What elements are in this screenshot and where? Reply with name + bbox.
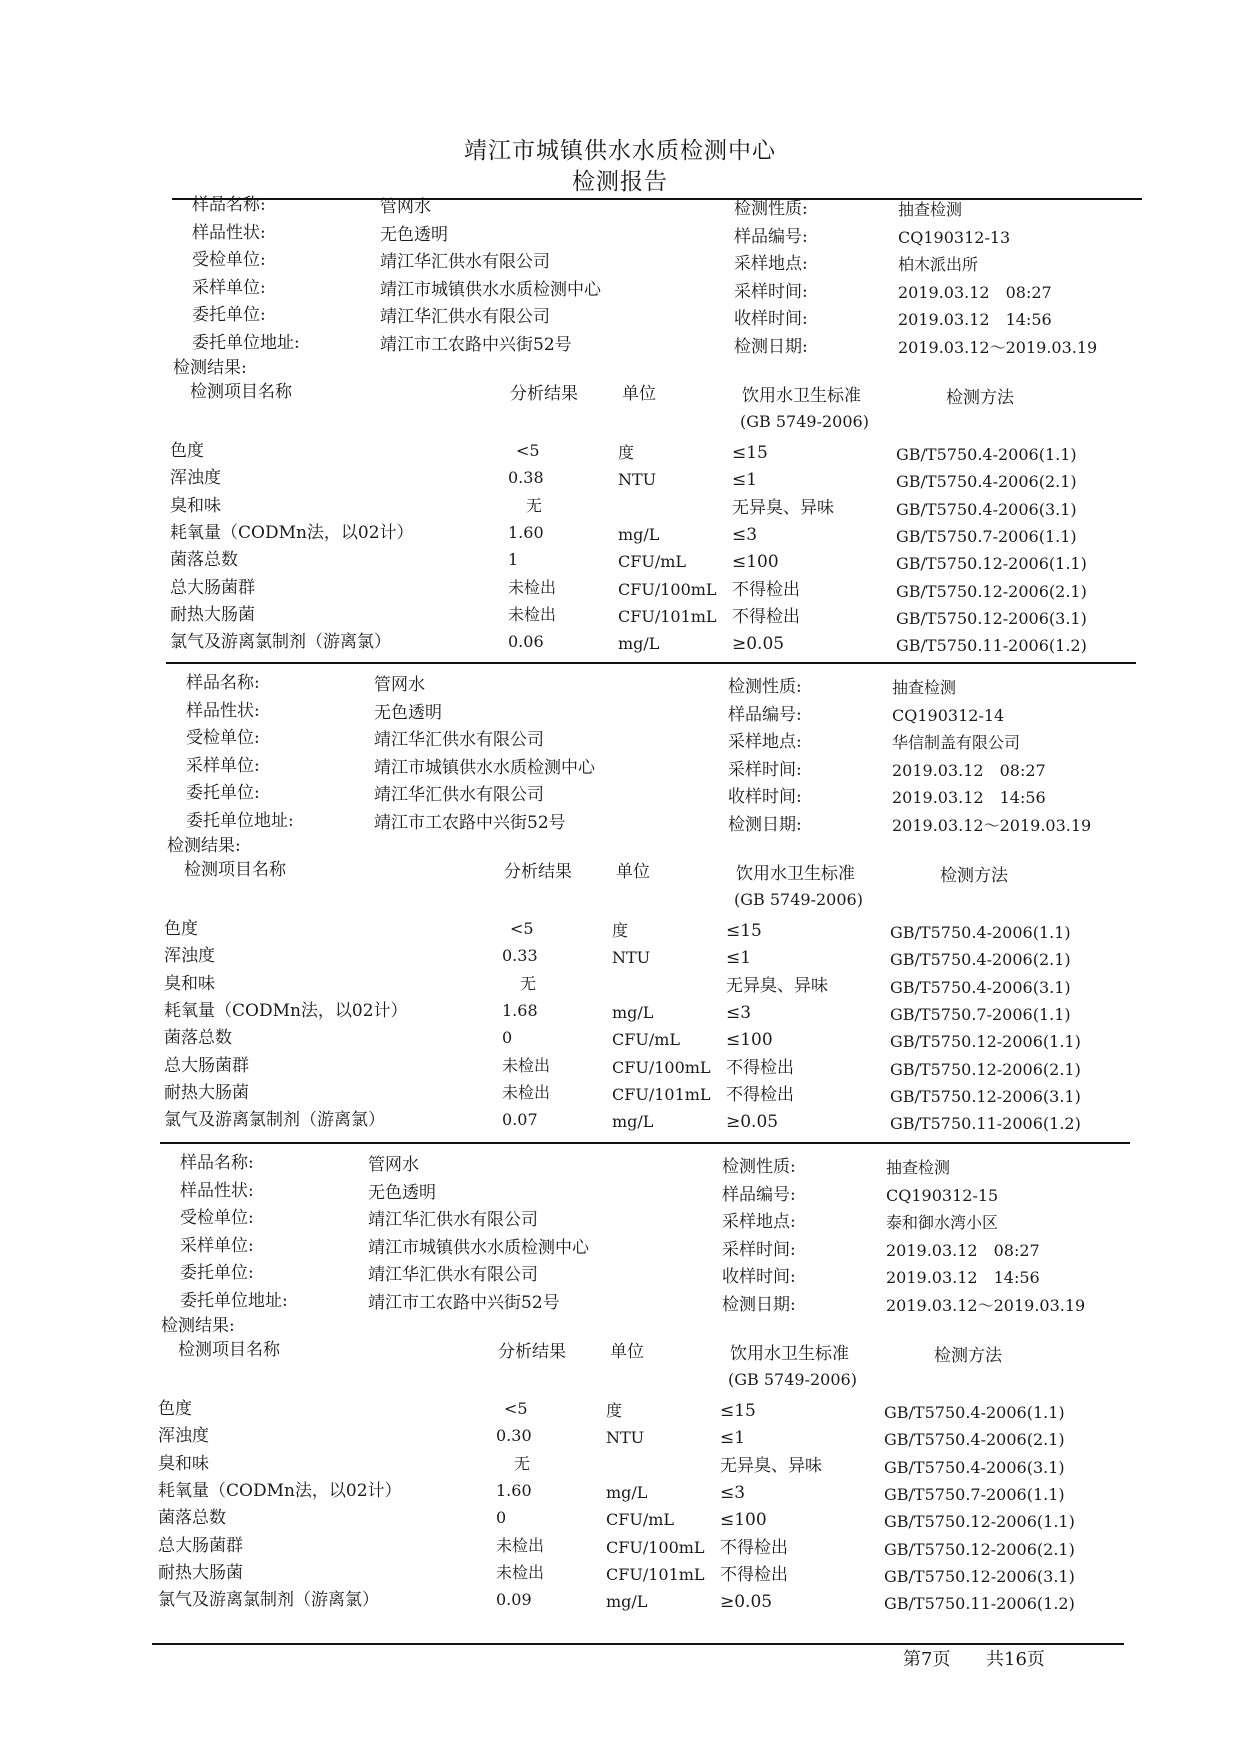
client-address-label: 委托单位地址: (180, 1291, 288, 1311)
section-rule (172, 198, 1142, 200)
standard-value: 无异臭、异味 (732, 497, 834, 518)
sampling-time-value: 2019.03.12 08:27 (898, 282, 1052, 302)
sampling-site-label: 采样地点: (722, 1212, 796, 1233)
item-name: 耐热大肠菌 (158, 1562, 243, 1583)
col-standard-header: 饮用水卫生标准 (742, 386, 861, 406)
col-standard-header: 饮用水卫生标准 (736, 864, 855, 884)
standard-value: 无异臭、异味 (720, 1455, 822, 1476)
test-nature-value: 抽查检测 (886, 1158, 951, 1177)
result-value: 未检出 (496, 1535, 545, 1555)
item-name: 总大肠菌群 (164, 1055, 249, 1076)
method-value: GB/T5750.11-2006(1.2) (896, 636, 1087, 656)
result-value: 0.30 (496, 1426, 532, 1446)
receive-time-label: 收样时间: (722, 1267, 796, 1288)
col-method-header: 检测方法 (934, 1346, 1002, 1366)
sampling-time-value: 2019.03.12 08:27 (892, 760, 1046, 780)
method-value: GB/T5750.12-2006(3.1) (896, 608, 1087, 628)
result-value: 未检出 (502, 1082, 551, 1102)
client-address-value: 靖江市工农路中兴街52号 (374, 813, 566, 833)
sample-no-value: CQ190312-14 (892, 705, 1005, 725)
method-value: GB/T5750.4-2006(1.1) (890, 923, 1071, 942)
result-value: 未检出 (502, 1055, 551, 1075)
standard-value: ≥0.05 (720, 1592, 773, 1613)
client-address-label: 委托单位地址: (186, 811, 294, 831)
sampling-time-label: 采样时间: (734, 281, 808, 302)
method-value: GB/T5750.4-2006(2.1) (884, 1430, 1065, 1450)
unit-value: CFU/mL (606, 1510, 675, 1530)
item-name: 总大肠菌群 (170, 577, 255, 598)
method-value: GB/T5750.7-2006(1.1) (896, 526, 1077, 546)
page-number: 第7页 (903, 1649, 951, 1670)
result-value: 0.09 (496, 1590, 532, 1610)
sample-name-label: 样品名称: (192, 195, 266, 215)
result-value: 1.68 (502, 1000, 538, 1020)
inspected-unit-value: 靖江华汇供水有限公司 (368, 1210, 538, 1231)
item-name: 耐热大肠菌 (170, 604, 255, 625)
sample-name-value: 管网水 (380, 197, 431, 217)
sample-no-value: CQ190312-15 (886, 1185, 999, 1205)
result-value: 0.06 (508, 632, 544, 652)
standard-value: 不得检出 (720, 1564, 788, 1585)
result-value: 1.60 (508, 522, 544, 542)
standard-value: ≤1 (726, 948, 752, 969)
unit-value: 度 (606, 1401, 623, 1420)
result-value: 1 (508, 550, 519, 570)
col-result-header: 分析结果 (510, 384, 578, 404)
unit-value: mg/L (606, 1482, 648, 1502)
method-value: GB/T5750.12-2006(1.1) (896, 554, 1087, 574)
col-item-header: 检测项目名称 (184, 860, 286, 880)
test-date-value: 2019.03.12～2019.03.19 (898, 338, 1098, 357)
col-unit-header: 单位 (616, 862, 650, 882)
standard-value: 不得检出 (720, 1537, 788, 1558)
sampling-time-label: 采样时间: (728, 759, 802, 780)
method-value: GB/T5750.4-2006(3.1) (890, 977, 1071, 997)
method-value: GB/T5750.12-2006(2.1) (890, 1059, 1081, 1079)
standard-value: ≤3 (720, 1482, 746, 1503)
standard-value: ≤3 (732, 524, 758, 545)
item-name: 色度 (158, 1399, 192, 1419)
method-value: GB/T5750.11-2006(1.2) (890, 1114, 1081, 1134)
result-value: 0 (496, 1508, 507, 1528)
result-value: 0 (502, 1028, 513, 1048)
sampling-site-label: 采样地点: (734, 254, 808, 275)
method-value: GB/T5750.12-2006(2.1) (884, 1539, 1075, 1559)
test-date-value: 2019.03.12～2019.03.19 (886, 1296, 1086, 1315)
unit-value: CFU/100mL (612, 1057, 711, 1077)
client-unit-value: 靖江华汇供水有限公司 (380, 307, 550, 328)
test-date-value: 2019.03.12～2019.03.19 (892, 816, 1092, 835)
item-name: 氯气及游离氯制剂（游离氯） (158, 1590, 379, 1611)
standard-value: 不得检出 (726, 1057, 794, 1078)
unit-value: mg/L (618, 634, 660, 654)
item-name: 菌落总数 (158, 1508, 226, 1529)
method-value: GB/T5750.4-2006(3.1) (896, 499, 1077, 519)
sampling-time-label: 采样时间: (722, 1239, 796, 1260)
standard-value: 不得检出 (726, 1084, 794, 1105)
standard-value: ≤100 (720, 1510, 767, 1531)
unit-value: mg/L (612, 1112, 654, 1132)
sample-no-label: 样品编号: (734, 226, 808, 247)
result-value: 无 (514, 1453, 531, 1473)
sample-state-label: 样品性状: (186, 700, 260, 721)
item-name: 耐热大肠菌 (164, 1082, 249, 1103)
result-value: 0.07 (502, 1110, 538, 1130)
item-name: 总大肠菌群 (158, 1535, 243, 1556)
standard-value: 不得检出 (732, 579, 800, 600)
method-value: GB/T5750.7-2006(1.1) (890, 1004, 1071, 1024)
method-value: GB/T5750.11-2006(1.2) (884, 1594, 1075, 1614)
receive-time-label: 收样时间: (734, 309, 808, 330)
item-name: 浑浊度 (158, 1426, 209, 1447)
sampling-time-value: 2019.03.12 08:27 (886, 1240, 1040, 1260)
item-name: 臭和味 (158, 1453, 209, 1474)
method-value: GB/T5750.4-2006(3.1) (884, 1457, 1065, 1477)
result-value: 未检出 (508, 577, 557, 597)
col-method-header: 检测方法 (940, 866, 1008, 886)
standard-value: ≤15 (726, 921, 762, 941)
sample-state-value: 无色透明 (380, 224, 448, 245)
standard-value: ≤1 (720, 1428, 746, 1449)
item-name: 耗氧量（CODMn法，以02计） (158, 1480, 402, 1501)
result-value: 无 (520, 973, 537, 993)
standard-value: ≤100 (732, 552, 779, 573)
result-value: <5 (516, 441, 540, 460)
results-label: 检测结果: (167, 836, 241, 856)
col-standard-ref: (GB 5749-2006) (740, 412, 869, 431)
client-unit-label: 委托单位: (180, 1263, 254, 1284)
col-standard-ref: (GB 5749-2006) (728, 1370, 857, 1389)
unit-value: CFU/mL (612, 1030, 681, 1050)
item-name: 臭和味 (170, 495, 221, 516)
method-value: GB/T5750.12-2006(2.1) (896, 581, 1087, 601)
sample-name-value: 管网水 (374, 675, 425, 695)
result-value: 1.60 (496, 1480, 532, 1500)
col-item-header: 检测项目名称 (190, 382, 292, 402)
standard-value: ≤15 (720, 1401, 756, 1421)
inspected-unit-value: 靖江华汇供水有限公司 (374, 730, 544, 751)
sample-no-label: 样品编号: (728, 704, 802, 725)
test-nature-label: 检测性质: (728, 677, 802, 697)
client-address-value: 靖江市工农路中兴街52号 (368, 1293, 560, 1313)
unit-value: CFU/100mL (618, 579, 717, 599)
item-name: 菌落总数 (164, 1028, 232, 1049)
page-total: 共16页 (986, 1649, 1045, 1670)
item-name: 耗氧量（CODMn法，以02计） (170, 522, 414, 543)
method-value: GB/T5750.12-2006(1.1) (884, 1512, 1075, 1532)
standard-value: 无异臭、异味 (726, 975, 828, 996)
col-unit-header: 单位 (610, 1342, 644, 1362)
inspected-unit-label: 受检单位: (180, 1208, 254, 1229)
standard-value: 不得检出 (732, 606, 800, 627)
sample-state-label: 样品性状: (192, 222, 266, 243)
unit-value: NTU (606, 1428, 645, 1448)
receive-time-value: 2019.03.12 14:56 (892, 788, 1046, 808)
sampling-unit-value: 靖江市城镇供水水质检测中心 (374, 757, 595, 778)
sampling-unit-label: 采样单位: (192, 277, 266, 298)
col-standard-ref: (GB 5749-2006) (734, 890, 863, 909)
result-value: 无 (526, 495, 543, 515)
client-unit-label: 委托单位: (192, 305, 266, 326)
method-value: GB/T5750.4-2006(2.1) (890, 950, 1071, 970)
receive-time-label: 收样时间: (728, 787, 802, 808)
item-name: 色度 (170, 441, 204, 461)
unit-value: NTU (618, 470, 657, 490)
footer-rule (152, 1643, 1124, 1645)
method-value: GB/T5750.12-2006(1.1) (890, 1032, 1081, 1052)
item-name: 氯气及游离氯制剂（游离氯） (164, 1110, 385, 1131)
results-label: 检测结果: (161, 1316, 235, 1336)
client-unit-label: 委托单位: (186, 783, 260, 804)
sample-name-label: 样品名称: (180, 1153, 254, 1173)
result-value: 未检出 (508, 604, 557, 624)
sampling-site-value: 华信制盖有限公司 (892, 733, 1021, 753)
unit-value: 度 (612, 921, 629, 940)
method-value: GB/T5750.7-2006(1.1) (884, 1484, 1065, 1504)
col-unit-header: 单位 (622, 384, 656, 404)
method-value: GB/T5750.12-2006(3.1) (884, 1566, 1075, 1586)
sampling-site-value: 泰和御水湾小区 (886, 1213, 999, 1233)
item-name: 色度 (164, 919, 198, 939)
method-value: GB/T5750.4-2006(1.1) (896, 445, 1077, 464)
result-value: 0.33 (502, 946, 538, 966)
inspected-unit-value: 靖江华汇供水有限公司 (380, 252, 550, 273)
standard-value: ≤3 (726, 1002, 752, 1023)
sample-name-label: 样品名称: (186, 673, 260, 693)
receive-time-value: 2019.03.12 14:56 (898, 310, 1052, 330)
test-date-label: 检测日期: (734, 337, 808, 357)
client-unit-value: 靖江华汇供水有限公司 (374, 785, 544, 806)
test-nature-value: 抽查检测 (898, 200, 963, 219)
sample-no-label: 样品编号: (722, 1184, 796, 1205)
unit-value: CFU/101mL (606, 1564, 705, 1584)
unit-value: CFU/mL (618, 552, 687, 572)
sampling-unit-label: 采样单位: (186, 755, 260, 776)
col-result-header: 分析结果 (504, 862, 572, 882)
sampling-site-value: 柏木派出所 (898, 255, 979, 275)
unit-value: NTU (612, 948, 651, 968)
report-subtitle: 检测报告 (572, 169, 668, 195)
standard-value: ≥0.05 (732, 634, 785, 655)
test-nature-label: 检测性质: (734, 199, 808, 219)
unit-value: mg/L (606, 1592, 648, 1612)
result-value: 0.38 (508, 468, 544, 488)
report-title: 靖江市城镇供水水质检测中心 (464, 138, 776, 164)
unit-value: 度 (618, 443, 635, 462)
unit-value: CFU/101mL (612, 1084, 711, 1104)
client-address-value: 靖江市工农路中兴街52号 (380, 335, 572, 355)
sample-state-value: 无色透明 (374, 702, 442, 723)
item-name: 浑浊度 (170, 468, 221, 489)
col-standard-header: 饮用水卫生标准 (730, 1344, 849, 1364)
section-rule (166, 662, 1136, 664)
item-name: 浑浊度 (164, 946, 215, 967)
test-nature-label: 检测性质: (722, 1157, 796, 1177)
section-rule (160, 1142, 1130, 1144)
test-date-label: 检测日期: (722, 1295, 796, 1315)
method-value: GB/T5750.4-2006(2.1) (896, 472, 1077, 492)
item-name: 耗氧量（CODMn法，以02计） (164, 1000, 408, 1021)
sample-no-value: CQ190312-13 (898, 227, 1011, 247)
sampling-unit-value: 靖江市城镇供水水质检测中心 (368, 1237, 589, 1258)
standard-value: ≤15 (732, 443, 768, 463)
item-name: 臭和味 (164, 973, 215, 994)
unit-value: CFU/100mL (606, 1537, 705, 1557)
client-unit-value: 靖江华汇供水有限公司 (368, 1265, 538, 1286)
result-value: 未检出 (496, 1562, 545, 1582)
method-value: GB/T5750.12-2006(3.1) (890, 1086, 1081, 1106)
method-value: GB/T5750.4-2006(1.1) (884, 1403, 1065, 1422)
client-address-label: 委托单位地址: (192, 333, 300, 353)
standard-value: ≤1 (732, 470, 758, 491)
sample-state-label: 样品性状: (180, 1180, 254, 1201)
unit-value: mg/L (612, 1002, 654, 1022)
sampling-unit-label: 采样单位: (180, 1235, 254, 1256)
col-item-header: 检测项目名称 (178, 1340, 280, 1360)
unit-value: mg/L (618, 524, 660, 544)
sample-name-value: 管网水 (368, 1155, 419, 1175)
sample-state-value: 无色透明 (368, 1182, 436, 1203)
col-method-header: 检测方法 (946, 388, 1014, 408)
results-label: 检测结果: (173, 358, 247, 378)
item-name: 菌落总数 (170, 550, 238, 571)
inspected-unit-label: 受检单位: (186, 728, 260, 749)
test-date-label: 检测日期: (728, 815, 802, 835)
standard-value: ≤100 (726, 1030, 773, 1051)
result-value: <5 (504, 1399, 528, 1418)
test-nature-value: 抽查检测 (892, 678, 957, 697)
inspected-unit-label: 受检单位: (192, 250, 266, 271)
standard-value: ≥0.05 (726, 1112, 779, 1133)
result-value: <5 (510, 919, 534, 938)
item-name: 氯气及游离氯制剂（游离氯） (170, 632, 391, 653)
receive-time-value: 2019.03.12 14:56 (886, 1268, 1040, 1288)
sampling-unit-value: 靖江市城镇供水水质检测中心 (380, 279, 601, 300)
sampling-site-label: 采样地点: (728, 732, 802, 753)
unit-value: CFU/101mL (618, 606, 717, 626)
col-result-header: 分析结果 (498, 1342, 566, 1362)
